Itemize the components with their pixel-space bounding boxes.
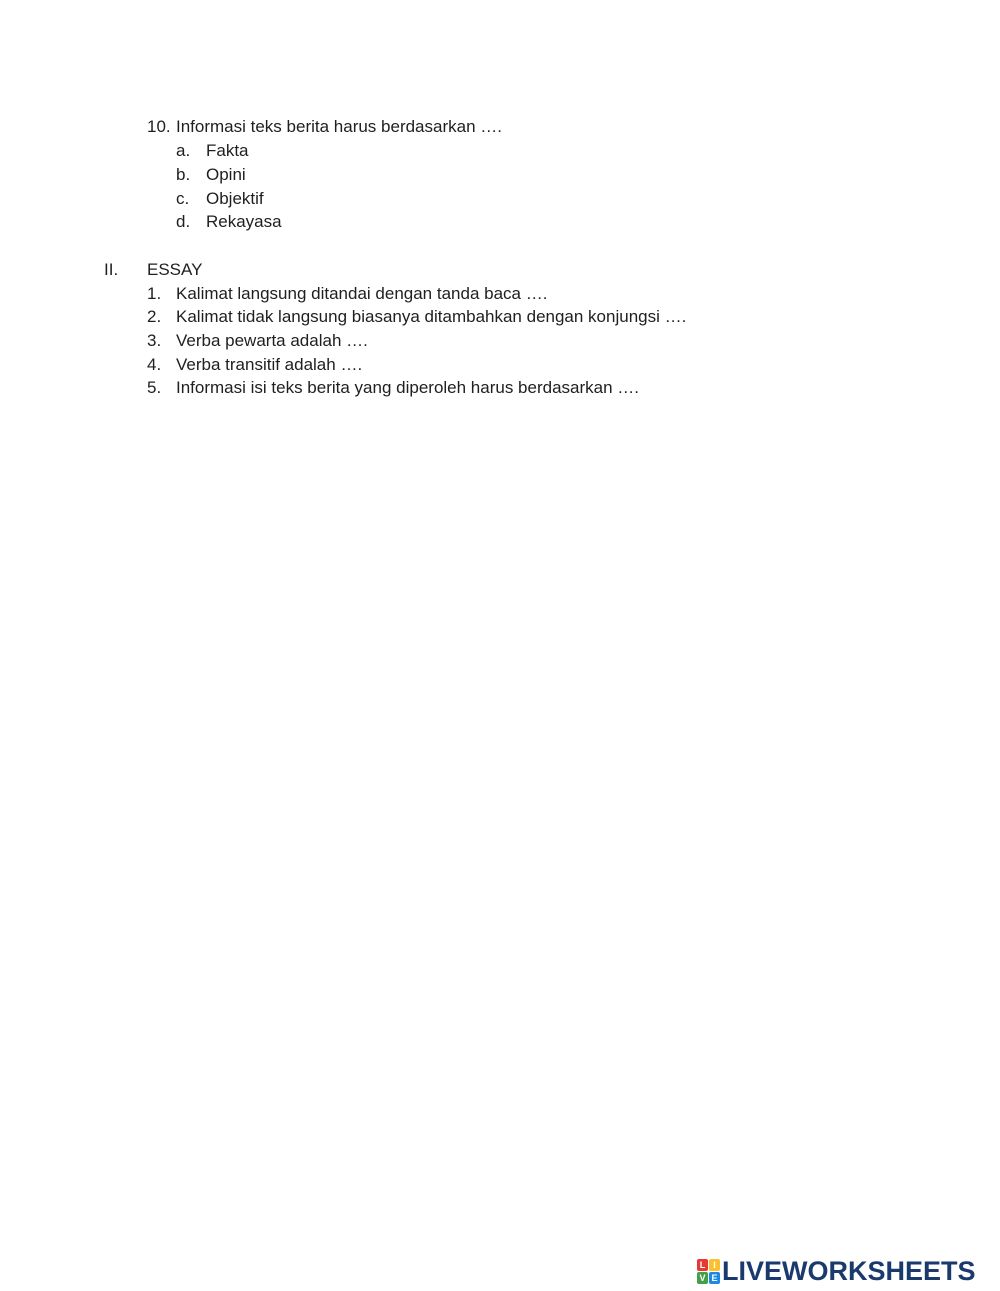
option-text: Opini <box>206 165 246 184</box>
essay-number: 4. <box>147 355 162 374</box>
question-text: Informasi teks berita harus berdasarkan …. <box>176 117 502 136</box>
question-number: 10. <box>147 117 171 136</box>
option-letter: b. <box>176 165 191 184</box>
option-c <box>0 189 1000 209</box>
liveworksheets-logo <box>697 1256 976 1286</box>
option-text: Rekayasa <box>206 212 282 231</box>
essay-item-5 <box>0 378 1000 398</box>
section-heading <box>0 260 1000 280</box>
logo-mark-icon <box>697 1259 719 1283</box>
option-letter: d. <box>176 212 191 231</box>
section-numeral: II. <box>104 260 119 279</box>
essay-item-4 <box>0 355 1000 375</box>
option-letter: a. <box>176 141 191 160</box>
option-letter: c. <box>176 189 190 208</box>
logo-wordmark: LIVEWORKSHEETS <box>722 1255 976 1286</box>
logo-letter-v: V <box>697 1272 708 1284</box>
essay-text: Kalimat langsung ditandai dengan tanda baca …. <box>176 284 548 303</box>
essay-item-3 <box>0 331 1000 351</box>
essay-number: 5. <box>147 378 162 397</box>
essay-item-2 <box>0 307 1000 327</box>
option-a <box>0 141 1000 161</box>
essay-text: Kalimat tidak langsung biasanya ditambahkan dengan konjungsi …. <box>176 307 687 326</box>
option-text: Objektif <box>206 189 264 208</box>
essay-number: 2. <box>147 307 162 326</box>
question-10 <box>0 117 1000 137</box>
logo-letter-i: I <box>709 1259 720 1271</box>
logo-letter-l: L <box>697 1259 708 1271</box>
essay-item-1 <box>0 284 1000 304</box>
essay-number: 3. <box>147 331 162 350</box>
option-b <box>0 165 1000 185</box>
option-text: Fakta <box>206 141 249 160</box>
essay-number: 1. <box>147 284 162 303</box>
essay-text: Informasi isi teks berita yang diperoleh harus berdasarkan …. <box>176 378 640 397</box>
option-d <box>0 212 1000 232</box>
essay-text: Verba pewarta adalah …. <box>176 331 368 350</box>
section-title: ESSAY <box>147 260 203 279</box>
logo-letter-e: E <box>709 1272 720 1284</box>
essay-text: Verba transitif adalah …. <box>176 355 363 374</box>
